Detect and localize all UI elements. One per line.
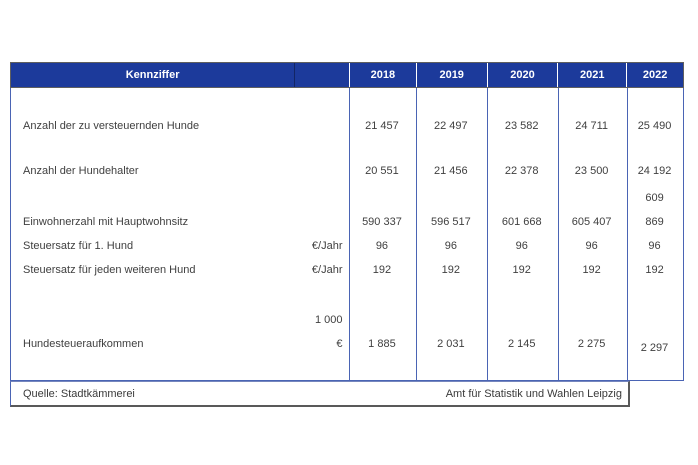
table-row-aufkommen <box>11 308 683 356</box>
header-cell-year-2020: 2020 <box>487 63 558 87</box>
table-body <box>10 88 684 381</box>
row-label: Einwohnerzahl mit Hauptwohnsitz <box>23 216 189 228</box>
row-label: Steuersatz für 1. Hund <box>23 240 134 252</box>
value-cell: 23 500 <box>574 165 609 177</box>
row-unit: €/Jahr <box>311 264 343 276</box>
value-cell: 2 297 <box>640 342 669 354</box>
value-cell: 2 275 <box>577 338 606 350</box>
row-label: Steuersatz für jeden weiteren Hund <box>23 264 196 276</box>
table-header-row <box>10 62 684 88</box>
source-left: Quelle: Stadtkämmerei <box>23 387 135 400</box>
source-bar <box>10 381 630 407</box>
value-cell: 20 551 <box>365 165 399 177</box>
table-row-hunde <box>11 114 683 138</box>
table-row-hundehalter <box>11 159 683 183</box>
value-cell: 96 <box>648 240 661 252</box>
value-cell: 605 407 <box>571 216 612 228</box>
value-cell: 590 337 <box>362 216 402 228</box>
value-cell: 96 <box>585 240 598 252</box>
value-cell: 96 <box>515 240 528 252</box>
row-unit: €/Jahr <box>311 240 343 252</box>
header-cell-year-2021: 2021 <box>557 63 626 87</box>
statistics-table <box>10 62 684 381</box>
header-cell-year-2019: 2019 <box>416 63 487 87</box>
value-cell: 601 668 <box>501 216 542 228</box>
row-label: Anzahl der Hundehalter <box>23 165 139 177</box>
value-cell: 24 711 <box>575 120 609 132</box>
row-unit-wrapped <box>296 308 349 356</box>
header-cell-year-2018: 2018 <box>349 63 416 87</box>
header-cell-unit <box>295 63 349 87</box>
table-row-steuersatz-1 <box>11 234 683 258</box>
value-cell: 192 <box>582 264 601 276</box>
row-label: Anzahl der zu versteuernden Hunde <box>23 120 200 132</box>
row-label: Hundesteueraufkommen <box>23 338 144 350</box>
value-cell: 25 490 <box>637 120 672 132</box>
value-cell: 192 <box>512 264 531 276</box>
value-cell: 192 <box>441 264 461 276</box>
value-cell: 1 885 <box>368 338 396 350</box>
value-cell: 2 031 <box>437 338 465 350</box>
table-row-einwohner <box>11 186 683 234</box>
value-cell-wrapped <box>626 186 683 234</box>
header-cell-year-2022: 2022 <box>626 63 683 87</box>
value-cell: 2 145 <box>507 338 536 350</box>
value-cell: 96 <box>375 240 389 252</box>
value-cell: 24 192 <box>637 165 672 177</box>
header-cell-kennziffer: Kennziffer <box>11 63 295 87</box>
value-cell: 21 456 <box>434 165 468 177</box>
value-cell: 96 <box>444 240 457 252</box>
table-row-steuersatz-weitere <box>11 258 683 282</box>
value-cell: 22 497 <box>434 120 468 132</box>
value-cell: 192 <box>372 264 392 276</box>
value-cell: 192 <box>645 264 664 276</box>
value-cell: 21 457 <box>365 120 399 132</box>
value-cell: 23 582 <box>504 120 539 132</box>
wrapped-number: 609 869 <box>645 192 664 228</box>
value-cell: 596 517 <box>430 216 471 228</box>
source-right: Amt für Statistik und Wahlen Leipzig <box>445 387 622 400</box>
wrapped-unit: 1 000 € <box>314 314 343 350</box>
value-cell: 22 378 <box>504 165 539 177</box>
